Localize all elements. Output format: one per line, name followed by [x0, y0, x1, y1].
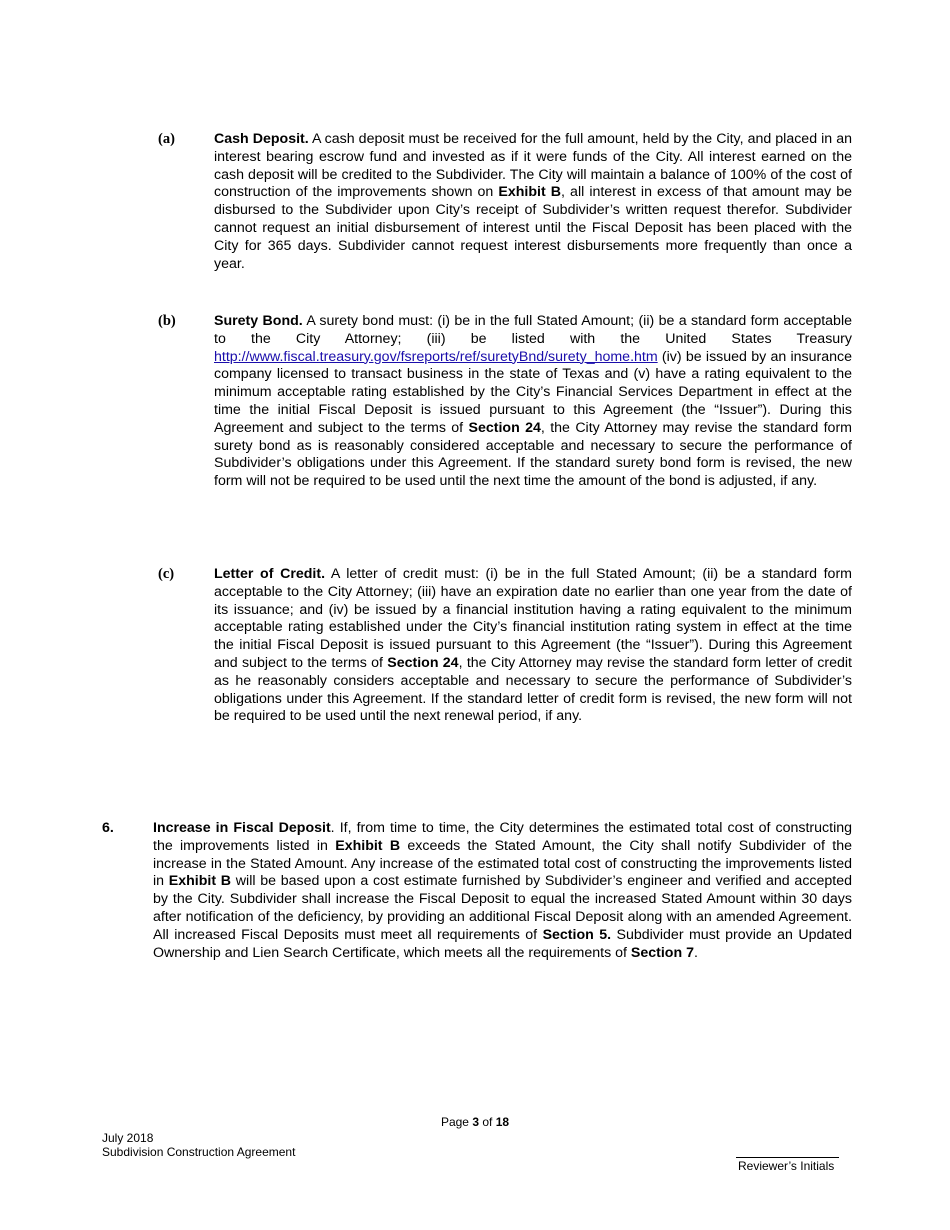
text-run: . If, from time to time, the City determines the estimated total cost of constructing the improvements listed in: [153, 820, 853, 854]
treasury-link[interactable]: http://www.fiscal.treasury.gov/fsreports/ref/suretyBnd/surety_home.htm: [214, 348, 658, 365]
text-run: , the City Attorney may revise the standard form surety bond as is reasonably considered acceptable and necessary to secure the performance of Subdivider’s obligations under this Agreement. If the standard surety bond form is revised, the new form will not be required to be used until the next time the amount of the bond is adjusted, if any.: [214, 419, 852, 490]
total-pages: 18: [495, 1115, 510, 1129]
text-run: , all interest in excess of that amount may be disbursed to the Subdivider upon City’s receipt of Subdivider’s written request therefor. Subdivider cannot request an initial disbursement of interest until the Fiscal Deposit has been placed with the City for 365 days. Subdivider cannot request interest disbursements more frequently than once a year.: [214, 184, 852, 272]
subsection-label: (c): [158, 566, 175, 582]
section-number: 6.: [102, 820, 114, 836]
subsection-letter-of-credit: [158, 566, 852, 726]
text-run: .: [693, 944, 698, 961]
footer-doc-title: Subdivision Construction Agreement: [102, 1145, 296, 1159]
subsection-cash-deposit: [158, 131, 852, 273]
text-run: A letter of credit must: (i) be in the full Stated Amount; (ii) be a standard form acceptable to the City Attorney; (iii) have an expiration date no earlier than one year from the date of its issuance; and (iv) be issued by a financial institution having a rating equivalent to the minimum acceptable rating established under the City’s financial institution rating system in effect at the time the initial Fiscal Deposit is issued pursuant to this Agreement (the “Issuer”). During this Agreement and subject to the terms of: [214, 566, 852, 671]
text-run: exceeds the Stated Amount, the City shall notify Subdivider of the increase in the Stated Amount. Any increase of the estimated total cost of constructing the improvements listed in: [153, 837, 852, 890]
text-run: , the City Attorney may revise the standard form letter of credit as he reasonably considers acceptable and necessary to secure the performance of Subdivider’s obligations under this Agreement. If the standard letter of credit form is revised, the new form will not be required to be used until the next renewal period, if any.: [214, 654, 852, 725]
text-run: Subdivider must provide an Updated Ownership and Lien Search Certificate, which meets all the requirements of: [153, 926, 852, 961]
text-run: (iv) be issued by an insurance company licensed to transact business in the state of Texas and (v) have a rating equivalent to the minimum acceptable rating established by the City’s Financial Services Department in effect at the time the initial Fiscal Deposit is issued pursuant to this Agreement (the “Issuer”). During this Agreement and subject to the terms of: [214, 348, 852, 436]
section-reference: Section 24: [387, 654, 459, 671]
exhibit-reference: Exhibit B: [168, 873, 232, 890]
footer-date: July 2018: [102, 1131, 154, 1145]
text-run: A cash deposit must be received for the full amount, held by the City, and placed in an interest bearing escrow fund and invested as if it were funds of the City. All interest earned on the cash deposit will be credited to the Subdivider. The City will maintain a balance of 100% of the cost of construction of the improvements shown on: [214, 131, 852, 201]
subsection-body: [214, 131, 852, 273]
section-title: Increase in Fiscal Deposit: [153, 820, 331, 836]
exhibit-reference: Exhibit B: [335, 837, 401, 854]
section-reference: Section 7: [630, 944, 694, 961]
initials-signature-line: [736, 1157, 839, 1158]
subsection-body: [214, 566, 852, 726]
subsection-title: Letter of Credit.: [214, 566, 326, 582]
page-number: [0, 1115, 950, 1129]
current-page: 3: [472, 1115, 479, 1129]
footer-doc-info: [102, 1131, 295, 1159]
subsection-body: [214, 313, 852, 491]
section-reference: Section 24: [468, 419, 541, 436]
subsection-label: (b): [158, 313, 176, 329]
section-body: [153, 820, 852, 962]
text-run: A surety bond must: (i) be in the full Stated Amount; (ii) be a standard form acceptable to the City Attorney; (iii) be listed with the United States Treasury: [214, 313, 852, 347]
page-prefix: Page: [440, 1115, 473, 1129]
text-run: will be based upon a cost estimate furnished by Subdivider’s engineer and verified and accepted by the City. Subdivider shall increase the Fiscal Deposit to equal the increased Stated Amount within 30 days after notification of the deficiency, by providing an additional Fiscal Deposit along with an amended Agreement. All increased Fiscal Deposits must meet all requirements of: [153, 873, 853, 943]
section-reference: Section 5.: [542, 926, 612, 943]
subsection-label: (a): [158, 131, 175, 147]
section-increase-fiscal-deposit: [102, 820, 852, 962]
subsection-surety-bond: [158, 313, 852, 491]
page-of: of: [479, 1115, 496, 1129]
subsection-title: Surety Bond.: [214, 313, 303, 329]
reviewer-initials-label: Reviewer’s Initials: [738, 1159, 835, 1173]
subsection-title: Cash Deposit.: [214, 131, 309, 147]
exhibit-reference: Exhibit B: [498, 184, 562, 201]
